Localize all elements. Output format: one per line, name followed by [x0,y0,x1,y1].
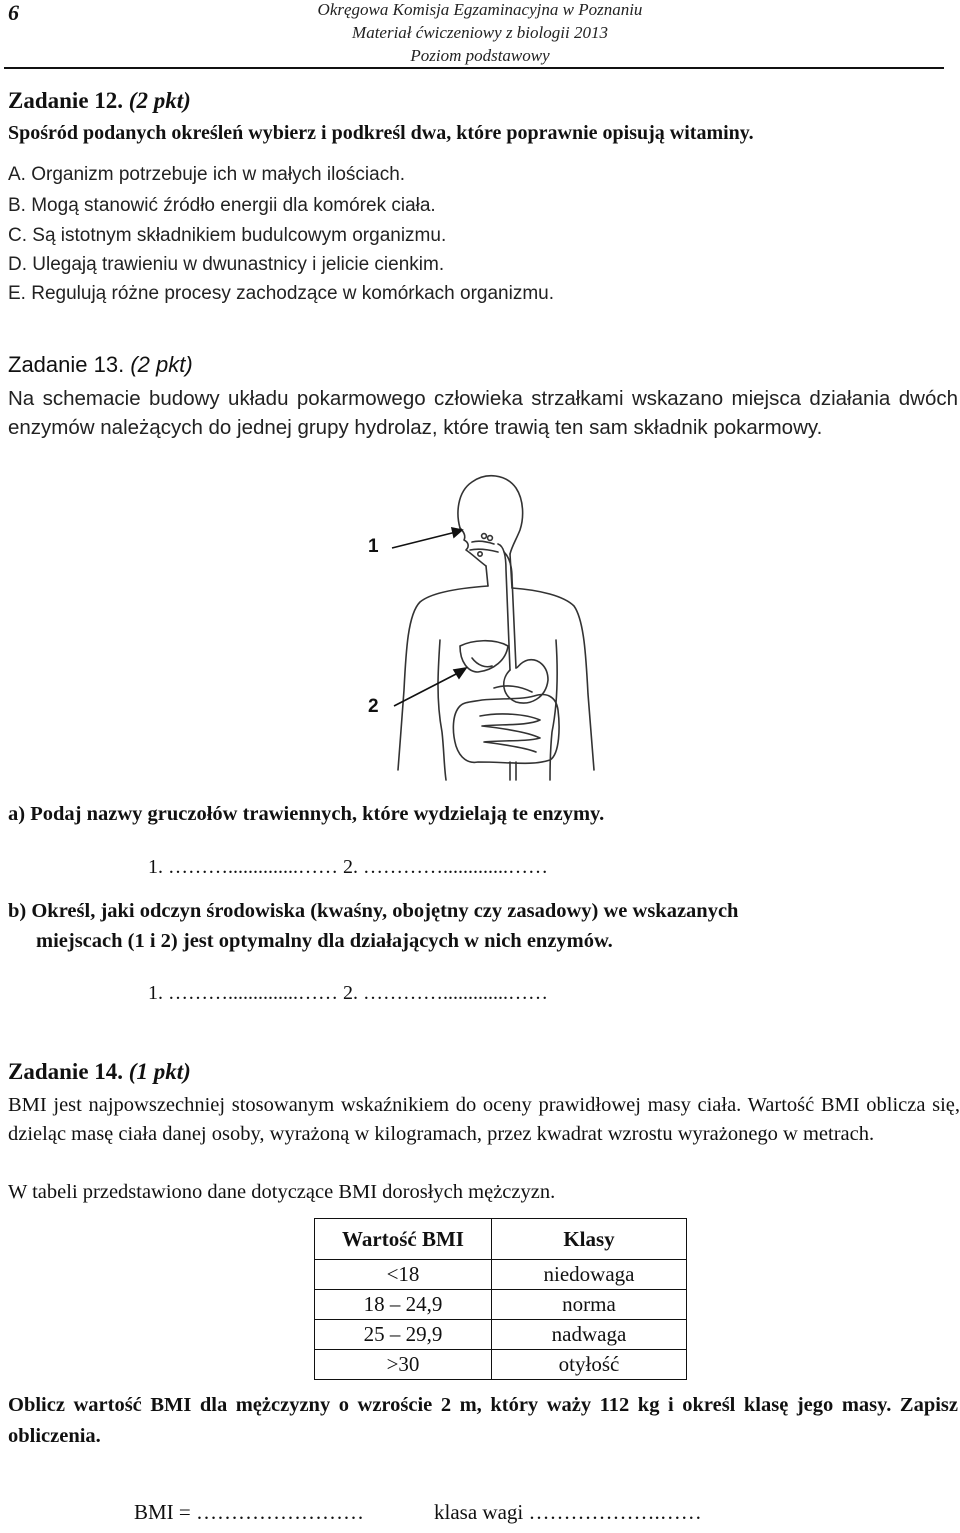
bmi-table-header: Wartość BMI [315,1219,492,1260]
arrow-2-line [394,672,460,706]
task12-points: (2 pkt) [128,88,191,113]
task12-heading [8,88,191,114]
task14-title: Zadanie 14. [8,1059,124,1084]
task14-points: (1 pkt) [128,1059,191,1084]
esophagus [498,544,510,670]
task14-intro2: W tabeli przedstawiono dane dotyczące BMI dorosłych mężczyzn. [8,1181,556,1203]
arrow-1-line [392,532,456,548]
bmi-value-cell: 18 – 24,9 [315,1290,492,1320]
table-row [315,1290,687,1320]
weight-class-answer-field: klasa wagi ……………….…… [434,1500,702,1524]
header-line-3: Poziom podstawowy [410,46,550,65]
diagram-label-1: 1 [368,536,379,557]
task13-title: Zadanie 13. [8,352,125,377]
bmi-table-header-row [315,1219,687,1260]
task12-option-e: E. Regulują różne procesy zachodzące w komórkach organizmu. [8,283,554,304]
task13-answer-a: 1. ………..............…… 2. ………….............…… [148,856,548,878]
header-rule [4,67,944,69]
table-row [315,1350,687,1380]
task14-question: Oblicz wartość BMI dla mężczyzny o wzroście 2 m, który waży 112 kg i określ klasę jego masy. Zapisz obliczenia. [8,1394,958,1447]
bmi-class-cell: norma [492,1290,687,1320]
table-row [315,1260,687,1290]
diagram-label-2: 2 [368,696,379,717]
task13-intro: Na schemacie budowy układu pokarmowego człowieka strzałkami wskazano miejsca działania dwóch enzymów należących do jednej grupy hydrolaz, które trawią ten sam składnik pokarmowy. [8,387,958,439]
task12-title: Zadanie 12. [8,88,124,113]
task12-option-c: C. Są istotnym składnikiem budulcowym organizmu. [8,225,447,246]
right-arm [512,588,594,770]
bmi-value-cell: <18 [315,1260,492,1290]
table-row [315,1320,687,1350]
bmi-table [314,1218,687,1380]
task13-answer-b: 1. ………..............…… 2. ………….............…… [148,982,548,1004]
task13-part-a: a) Podaj nazwy gruczołów trawiennych, które wydzielają te enzymy. [8,803,605,825]
bmi-value-cell: 25 – 29,9 [315,1320,492,1350]
arrow-2-head [454,668,466,678]
task13-part-b-line1: b) Określ, jaki odczyn środowiska (kwaśny, obojętny czy zasadowy) we wskazanych [8,900,739,922]
bmi-class-cell: niedowaga [492,1260,687,1290]
small-intestine [480,714,540,752]
arrow-1-head [452,528,462,537]
task14-intro: BMI jest najpowszechniej stosowanym wskaźnikiem do oceny prawidłowej masy ciała. Wartość BMI oblicza się, dzieląc masę ciała danej osoby, wyrażoną w kilogramach, przez kwadrat wzrostu wyrażonego w metrach. [8,1094,960,1145]
bmi-value-cell: >30 [315,1350,492,1380]
bmi-table-header: Klasy [492,1219,687,1260]
task12-option-b: B. Mogą stanowić źródło energii dla komórek ciała. [8,195,436,216]
bmi-class-cell: otyłość [492,1350,687,1380]
task14-heading [8,1059,191,1085]
task12-option-a: A. Organizm potrzebuje ich w małych ilościach. [8,164,406,185]
header-line-2: Materiał ćwiczeniowy z biologii 2013 [352,23,608,42]
bmi-answer-field: BMI = …………………… [134,1500,365,1524]
task13-points: (2 pkt) [130,352,193,377]
task12-option-d: D. Ulegają trawieniu w dwunastnicy i jelicie cienkim. [8,254,445,275]
page-number: 6 [8,0,19,25]
task13-heading [8,352,193,378]
task12-instruction: Spośród podanych określeń wybierz i podkreśl dwa, które poprawnie opisują witaminy. [8,122,754,144]
header-line-1: Okręgowa Komisja Egzaminacyjna w Poznaniu [317,0,643,19]
task13-part-b-line2: miejscach (1 i 2) jest optymalny dla działających w nich enzymów. [36,930,613,952]
bmi-class-cell: nadwaga [492,1320,687,1350]
